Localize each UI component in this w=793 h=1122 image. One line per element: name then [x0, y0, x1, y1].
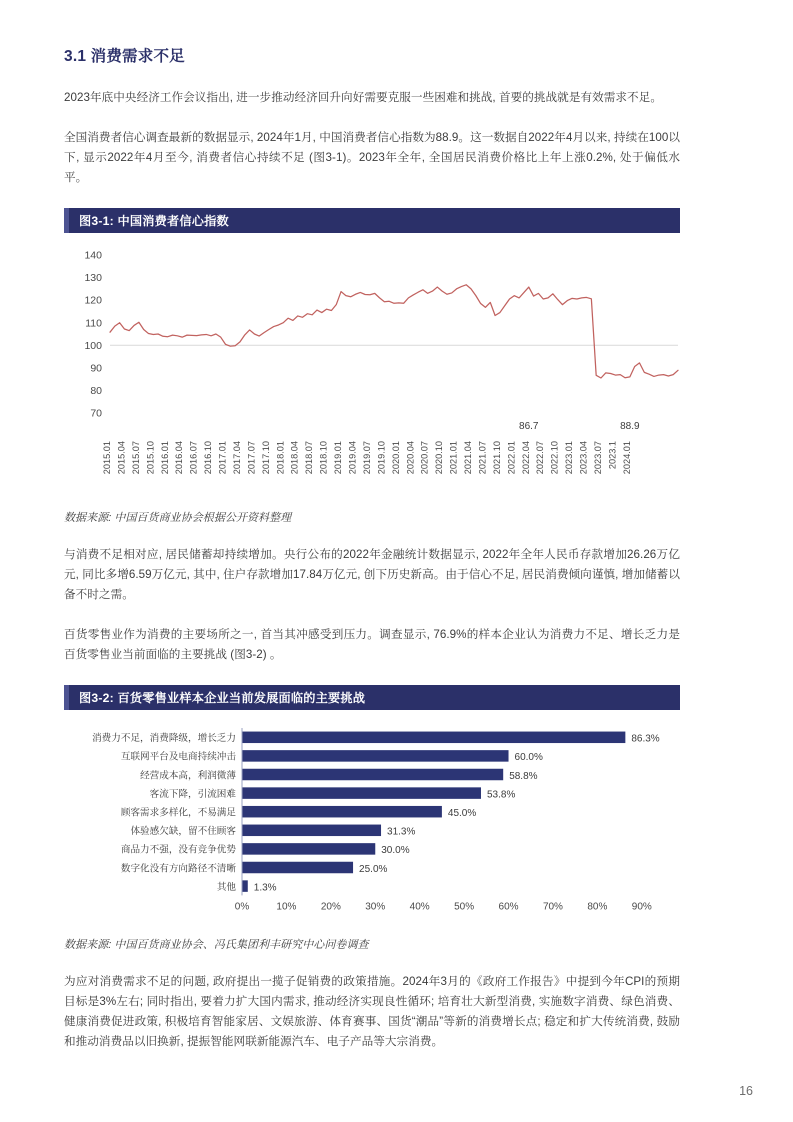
page-title: 3.1 消费需求不足	[64, 48, 185, 65]
svg-text:2023.04: 2023.04	[578, 441, 589, 475]
line-chart-series-path	[110, 285, 678, 378]
figure-3-2-source: 数据来源: 中国百货商业协会、冯氏集团利丰研究中心问卷调查	[64, 939, 369, 951]
svg-text:2020.10: 2020.10	[434, 441, 445, 475]
svg-text:2021.10: 2021.10	[491, 441, 502, 475]
svg-text:53.8%: 53.8%	[486, 789, 516, 801]
svg-text:2017.10: 2017.10	[260, 441, 271, 475]
svg-text:2018.01: 2018.01	[275, 441, 286, 475]
svg-text:其他: 其他	[216, 881, 236, 893]
svg-text:2023.01: 2023.01	[564, 441, 575, 475]
paragraph-3: 与消费不足相对应, 居民储蓄却持续增加。央行公布的2022年金融统计数据显示, 2022年全年人民币存款增加26.26万亿元, 同比多增6.59万亿元, 其中, 住户存款增加17.84万亿元, 创下历史新高。由于信心不足, 居民消费倾向谨慎, 增加储蓄以备不时之需。	[64, 548, 680, 601]
svg-text:互联网平台及电商持续冲击: 互联网平台及电商持续冲击	[120, 751, 236, 763]
figure-3-1-title: 图3-1: 中国消费者信心指数	[79, 214, 229, 228]
svg-text:顾客需求多样化，不易满足: 顾客需求多样化，不易满足	[120, 807, 236, 819]
svg-text:消费力不足，消费降级，增长乏力: 消费力不足，消费降级，增长乏力	[92, 733, 236, 745]
svg-text:2017.04: 2017.04	[231, 441, 242, 475]
svg-text:30%: 30%	[365, 901, 386, 913]
svg-text:80: 80	[90, 385, 102, 398]
line-chart-consumer-confidence	[64, 245, 680, 495]
svg-text:2021.07: 2021.07	[477, 441, 488, 475]
svg-text:2020.01: 2020.01	[390, 441, 401, 475]
svg-text:2015.04: 2015.04	[116, 441, 127, 475]
svg-text:数字化没有方向路径不清晰: 数字化没有方向路径不清晰	[120, 863, 236, 875]
svg-text:2023.1: 2023.1	[607, 441, 618, 470]
svg-text:140: 140	[84, 249, 102, 262]
svg-text:2019.04: 2019.04	[347, 441, 358, 475]
svg-text:2018.10: 2018.10	[318, 441, 329, 475]
svg-text:110: 110	[85, 317, 102, 330]
svg-text:20%: 20%	[320, 901, 341, 913]
svg-text:86.7: 86.7	[519, 421, 539, 432]
svg-text:2016.04: 2016.04	[174, 441, 185, 475]
svg-text:2022.07: 2022.07	[535, 441, 546, 475]
svg-text:2016.07: 2016.07	[188, 441, 199, 475]
paragraph-2: 全国消费者信心调查最新的数据显示, 2024年1月, 中国消费者信心指数为88.9。这一数据自2022年4月以来, 持续在100以下, 显示2022年4月至今, 消费者信心持续不足 (图3-1)。2023年全年, 全国居民消费价格比上年上涨0.2%, 处于偏低水平。	[64, 131, 680, 184]
svg-text:2017.01: 2017.01	[217, 441, 228, 475]
svg-text:70: 70	[90, 407, 102, 420]
svg-text:2015.01: 2015.01	[102, 441, 112, 475]
svg-text:100: 100	[84, 339, 102, 352]
svg-text:80%: 80%	[587, 901, 608, 913]
line-chart-annotations	[519, 421, 640, 432]
figure-3-2-title: 图3-2: 百货零售业样本企业当前发展面临的主要挑战	[79, 691, 366, 705]
svg-text:25.0%: 25.0%	[359, 863, 388, 875]
svg-text:10%: 10%	[276, 901, 297, 913]
svg-text:130: 130	[84, 272, 102, 285]
svg-text:2016.01: 2016.01	[159, 441, 170, 475]
figure-3-1-banner	[64, 208, 680, 233]
svg-text:0%: 0%	[234, 901, 250, 913]
bar-chart-main-challenges	[64, 722, 680, 922]
svg-text:2022.04: 2022.04	[520, 441, 531, 475]
svg-text:2015.07: 2015.07	[130, 441, 141, 475]
svg-text:商品力不强，没有竞争优势: 商品力不强，没有竞争优势	[120, 844, 236, 856]
svg-text:1.3%: 1.3%	[253, 882, 277, 894]
figure-3-1	[64, 208, 680, 525]
svg-text:2022.10: 2022.10	[549, 441, 560, 475]
bar-chart-svg	[64, 722, 680, 922]
svg-text:2021.01: 2021.01	[448, 441, 459, 475]
figure-3-2	[64, 685, 680, 952]
svg-text:90: 90	[90, 362, 102, 375]
svg-text:2018.04: 2018.04	[289, 441, 300, 475]
svg-text:31.3%: 31.3%	[387, 826, 416, 838]
svg-text:2018.07: 2018.07	[304, 441, 315, 475]
svg-text:120: 120	[84, 294, 102, 307]
svg-text:86.3%: 86.3%	[631, 733, 660, 745]
svg-text:60%: 60%	[498, 901, 519, 913]
svg-text:60.0%: 60.0%	[514, 752, 543, 764]
figure-3-2-banner	[64, 685, 680, 710]
svg-text:2020.04: 2020.04	[405, 441, 416, 475]
svg-text:40%: 40%	[409, 901, 430, 913]
svg-text:2022.01: 2022.01	[506, 441, 517, 475]
svg-text:45.0%: 45.0%	[447, 807, 477, 819]
svg-text:2019.01: 2019.01	[333, 441, 344, 475]
svg-text:58.8%: 58.8%	[509, 770, 538, 782]
page-number: 16	[739, 1084, 753, 1098]
figure-3-1-source: 数据来源: 中国百货商业协会根据公开资料整理	[64, 512, 292, 524]
line-chart-y-axis	[84, 250, 102, 420]
svg-text:经营成本高，利润微薄: 经营成本高，利润微薄	[140, 770, 236, 782]
paragraph-1: 2023年底中央经济工作会议指出, 进一步推动经济回升向好需要克服一些困难和挑战, 首要的挑战就是有效需求不足。	[64, 91, 662, 104]
svg-text:2021.04: 2021.04	[463, 441, 474, 475]
paragraph-5: 为应对消费需求不足的问题, 政府提出一揽子促销费的政策措施。2024年3月的《政府工作报告》中提到今年CPI的预期目标是3%左右; 同时指出, 要着力扩大国内需求, 推动经济实现良性循环; 培育壮大新型消费, 实施数字消费、绿色消费、健康消费促进政策, 积极培育智能家居、文娱旅游、体育赛事、国货“潮品”等新的消费增长点; 稳定和扩大传统消费, 鼓励和推动消费品以旧换新, 提振智能网联新能源汽车、电子产品等大宗消费。	[64, 975, 680, 1048]
paragraph-4: 百货零售业作为消费的主要场所之一, 首当其冲感受到压力。调查显示, 76.9%的样本企业认为消费力不足、增长乏力是百货零售业当前面临的主要挑战 (图3-2) 。	[64, 628, 680, 661]
svg-text:2017.07: 2017.07	[246, 441, 257, 475]
svg-text:50%: 50%	[454, 901, 475, 913]
svg-text:2019.10: 2019.10	[376, 441, 387, 475]
svg-text:体验感欠缺，留不住顾客: 体验感欠缺，留不住顾客	[130, 826, 236, 838]
svg-text:客流下降，引流困难: 客流下降，引流困难	[149, 788, 236, 800]
svg-text:88.9: 88.9	[620, 421, 640, 432]
bar-chart-bars	[242, 732, 625, 892]
svg-text:2016.10: 2016.10	[203, 441, 214, 475]
line-chart-x-axis	[102, 441, 632, 474]
svg-text:2024.01: 2024.01	[621, 441, 632, 475]
svg-text:2015.10: 2015.10	[145, 441, 156, 475]
line-chart-svg	[64, 245, 680, 495]
svg-text:2023.07: 2023.07	[592, 441, 603, 475]
page-content	[64, 44, 680, 1052]
bar-chart-category-labels	[92, 732, 236, 893]
svg-text:70%: 70%	[542, 901, 563, 913]
svg-text:2019.07: 2019.07	[361, 441, 372, 475]
svg-text:30.0%: 30.0%	[381, 845, 410, 857]
svg-text:2020.07: 2020.07	[419, 441, 430, 475]
svg-text:90%: 90%	[631, 901, 652, 913]
